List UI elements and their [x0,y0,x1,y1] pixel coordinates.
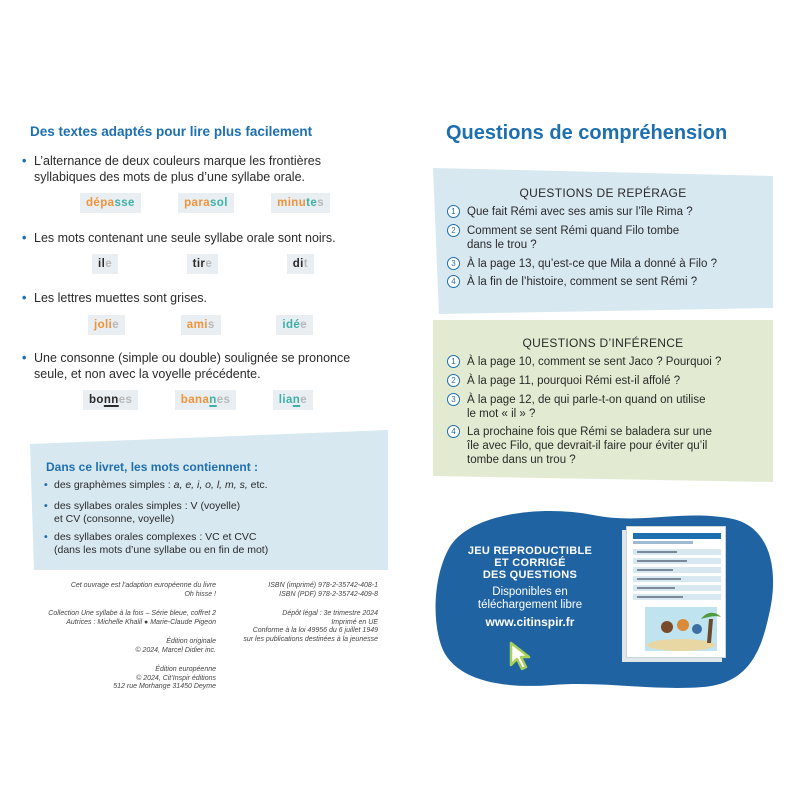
number-circle-icon: 3 [447,257,460,270]
reperage-heading: QUESTIONS DE REPÉRAGE [519,186,687,200]
worksheet-thumbnail [626,526,726,658]
credit-adaptation: Cet ouvrage est l’adaption européenne du livre Oh hisse ! [70,582,216,598]
info-item-complex-syllables: • des syllabes orales complexes : VC et CVC (dans les mots d’une syllabe ou en fin de mot) [44,531,269,556]
example-word-idee: idée [276,315,313,335]
bullet-dot-icon: • [22,154,27,168]
right-section-title: Questions de compréhension [446,122,728,144]
credit-european-edition: Édition européenne © 2024, Cit’Inspir éditions 512 rue Morhange 31450 Deyme [113,666,216,690]
reperage-question-4: 4 À la fin de l’histoire, comment se sent Rémi ? [447,275,767,289]
bullet-underlined-consonant: • Une consonne (simple ou double) soulignée se prononce seule, et non avec la voyelle précédente. [22,351,351,381]
bullet-dot-icon: • [44,531,48,543]
example-word-bananes: bananes [175,390,236,410]
example-row-4 [83,390,313,410]
credit-collection: Collection Une syllabe à la fois – Série bleue, coffret 2 Autrices : Michelle Khalil ● Marie-Claude Pigeon [48,610,216,626]
example-word-parasol: parasol [178,193,234,213]
bullet-syllable-colors: • L’alternance de deux couleurs marque les frontières syllabiques des mots de plus d’une syllabe orale. [22,154,321,184]
bullet-dot-icon: • [22,231,27,245]
promo-website-link[interactable]: www.citinspir.fr [485,615,575,629]
number-circle-icon: 3 [447,393,460,406]
credit-original-edition: Édition originale © 2024, Marcel Didier inc. [135,638,216,654]
example-word-minutes: minutes [271,193,330,213]
example-word-bonnes: bonnes [83,390,138,410]
left-section-title: Des textes adaptés pour lire plus facilement [30,124,313,139]
bullet-dot-icon: • [22,291,27,305]
info-item-simple-syllables: • des syllabes orales simples : V (voyelle) et CV (consonne, voyelle) [44,500,241,525]
example-word-ile: ile [92,254,118,274]
reperage-question-3: 3 À la page 13, qu’est-ce que Mila a donné à Filo ? [447,257,767,271]
inference-question-1: 1 À la page 10, comment se sent Jaco ? Pourquoi ? [447,355,767,369]
bullet-dot-icon: • [44,500,48,512]
example-row-3 [88,315,313,335]
example-word-tire: tire [187,254,219,274]
bullet-single-syllable: • Les mots contenant une seule syllabe orale sont noirs. [22,231,336,245]
reperage-panel [433,168,773,314]
reperage-question-2: 2 Comment se sent Rémi quand Filo tombe dans le trou ? [447,224,767,252]
inference-question-2: 2 À la page 11, pourquoi Rémi est-il affolé ? [447,374,767,388]
bullet-mute-letters: • Les lettres muettes sont grises. [22,291,207,305]
info-panel-title: Dans ce livret, les mots contiennent : [46,460,259,474]
inference-question-4: 4 La prochaine fois que Rémi se baladera sur une île avec Filo, que devrait-il faire pour éviter qu’il tombe dans un trou ? [447,425,767,467]
bullet-dot-icon: • [44,479,48,491]
number-circle-icon: 1 [447,355,460,368]
number-circle-icon: 1 [447,205,460,218]
example-row-2 [92,254,314,274]
example-word-jolie: jolie [88,315,125,335]
example-row-1 [80,193,330,213]
worksheet-preview-illustration [627,527,727,659]
reperage-question-1: 1 Que fait Rémi avec ses amis sur l’île Rima ? [447,205,767,219]
number-circle-icon: 4 [447,275,460,288]
promo-headline: JEU REPRODUCTIBLE ET CORRIGÉ DES QUESTIONS [467,545,593,581]
inference-heading: QUESTIONS D’INFÉRENCE [522,336,684,350]
credit-legal-deposit: Dépôt légal : 3e trimestre 2024 Imprimé en UE Conforme à la loi 49956 du 6 juillet 1949 sur les publications destinées à la jeunesse [243,610,378,643]
cursor-arrow-icon [508,640,538,672]
number-circle-icon: 2 [447,374,460,387]
example-word-depasse: dépasse [80,193,141,213]
number-circle-icon: 4 [447,425,460,438]
example-word-amis: amis [181,315,221,335]
number-circle-icon: 2 [447,224,460,237]
inference-question-3: 3 À la page 12, de qui parle-t-on quand on utilise le mot « il » ? [447,393,767,421]
credit-isbn: ISBN (imprimé) 978-2-35742-408-1 ISBN (PDF) 978-2-35742-409-8 [268,582,378,598]
info-item-graphemes: • des graphèmes simples : a, e, i, o, l, m, s, etc. [44,479,268,491]
example-word-liane: liane [273,390,313,410]
bullet-dot-icon: • [22,351,27,365]
promo-subtitle: Disponibles en téléchargement libre [477,586,583,611]
example-word-dit: dit [287,254,314,274]
inference-panel [433,320,773,482]
